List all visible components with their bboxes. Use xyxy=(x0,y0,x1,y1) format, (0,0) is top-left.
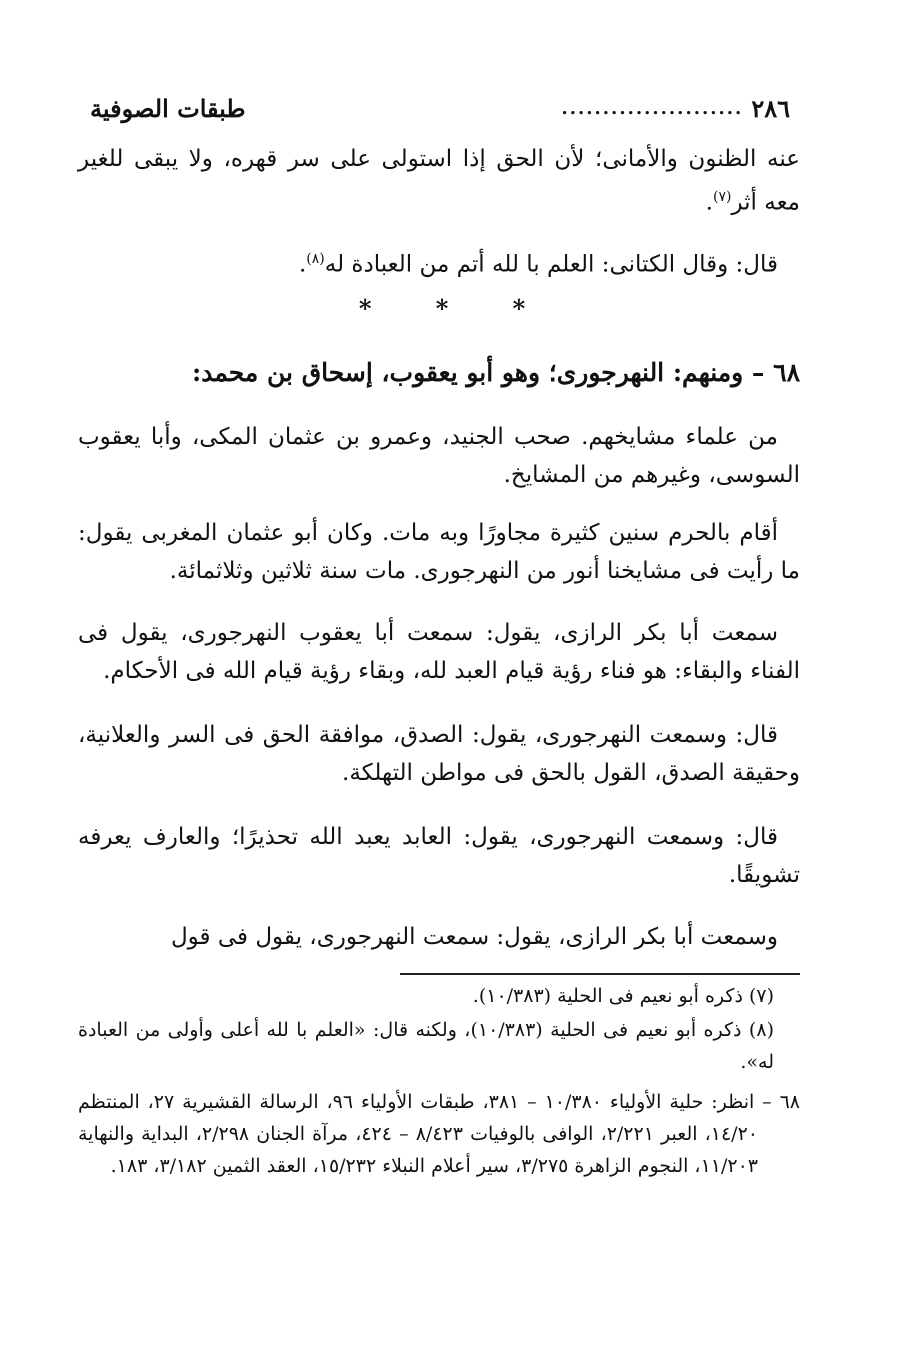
header-leader-dots: ...................... xyxy=(561,97,744,119)
paragraph-fana-baqa: سمعت أبا بكر الرازى، يقول: سمعت أبا يعقوب النهرجورى، يقول فى الفناء والبقاء: هو فناء رؤية قيام العبد لله، وبقاء رؤية قيام الله فى الأحكام. xyxy=(78,620,800,684)
running-title xyxy=(561,94,790,123)
footnote-ref-7: (٧) xyxy=(712,189,732,205)
entry-heading: ٦٨ – ومنهم: النهرجورى؛ وهو أبو يعقوب، إسحاق بن محمد: xyxy=(191,358,800,387)
footnote-8: (٨) ذكره أبو نعيم فى الحلية (١٠/٣٨٣)، ولكنه قال: «العلم با لله أعلى وأولى من العبادة له». xyxy=(78,1019,774,1073)
section-separator: * * * xyxy=(358,294,554,323)
paragraph-continuation: عنه الظنون والأمانى؛ لأن الحق إذا استولى على سر قهره، ولا يبقى للغير معه أثر$^{(٧)}$. xyxy=(78,146,800,216)
book-title: طبقات الصوفية xyxy=(90,93,246,123)
page-header xyxy=(90,88,790,128)
footnote-7: (٧) ذكره أبو نعيم فى الحلية (١٠/٣٨٣). xyxy=(472,985,774,1007)
page-number: ٢٨٦ xyxy=(751,93,790,123)
footnote-68: ٦٨ – انظر: حلية الأولياء ١٠/٣٨٠ – ٣٨١، طبقات الأولياء ٩٦، الرسالة القشيرية ٢٧، المنتظم ١٤/٢٠، العبر ٢/٢٢١، الوافى بالوفيات ٨/٤٢٣ – ٤٢٤، مرآة الجنان ٢/٢٩٨، البداية والنهاية ١١/٢٠٣، النجوم الزاهرة ٣/٢٧٥، سير أعلام النبلاء ١٥/٢٣٢، العقد الثمين ٣/١٨٢، ١٨٣. xyxy=(78,1091,800,1177)
footnote-divider xyxy=(400,973,800,975)
paragraph-abid-arif: قال: وسمعت النهرجورى، يقول: العابد يعبد الله تحذيرًا؛ والعارف يعرفه تشويقًا. xyxy=(78,824,800,888)
paragraph-sidq: قال: وسمعت النهرجورى، يقول: الصدق، موافقة الحق فى السر والعلانية، وحقيقة الصدق، القول بالحق فى مواطن التهلكة. xyxy=(78,722,800,786)
footnote-ref-8: (٨) xyxy=(306,251,325,267)
paragraph-residence: أقام بالحرم سنين كثيرة مجاورًا وبه مات. وكان أبو عثمان المغربى يقول: ما رأيت فى مشايخنا أنور من النهرجورى. مات سنة ثلاثين وثلاثمائة. xyxy=(78,520,800,584)
paragraph-kattani: قال: وقال الكتانى: العلم با لله أتم من العبادة له$^{(٨)}$. xyxy=(298,251,778,278)
paragraph-last-line: وسمعت أبا بكر الرازى، يقول: سمعت النهرجورى، يقول فى قول xyxy=(170,924,778,950)
paragraph-teachers: من علماء مشايخهم. صحب الجنيد، وعمرو بن عثمان المكى، وأبا يعقوب السوسى، وغيرهم من المشايخ. xyxy=(78,424,800,488)
